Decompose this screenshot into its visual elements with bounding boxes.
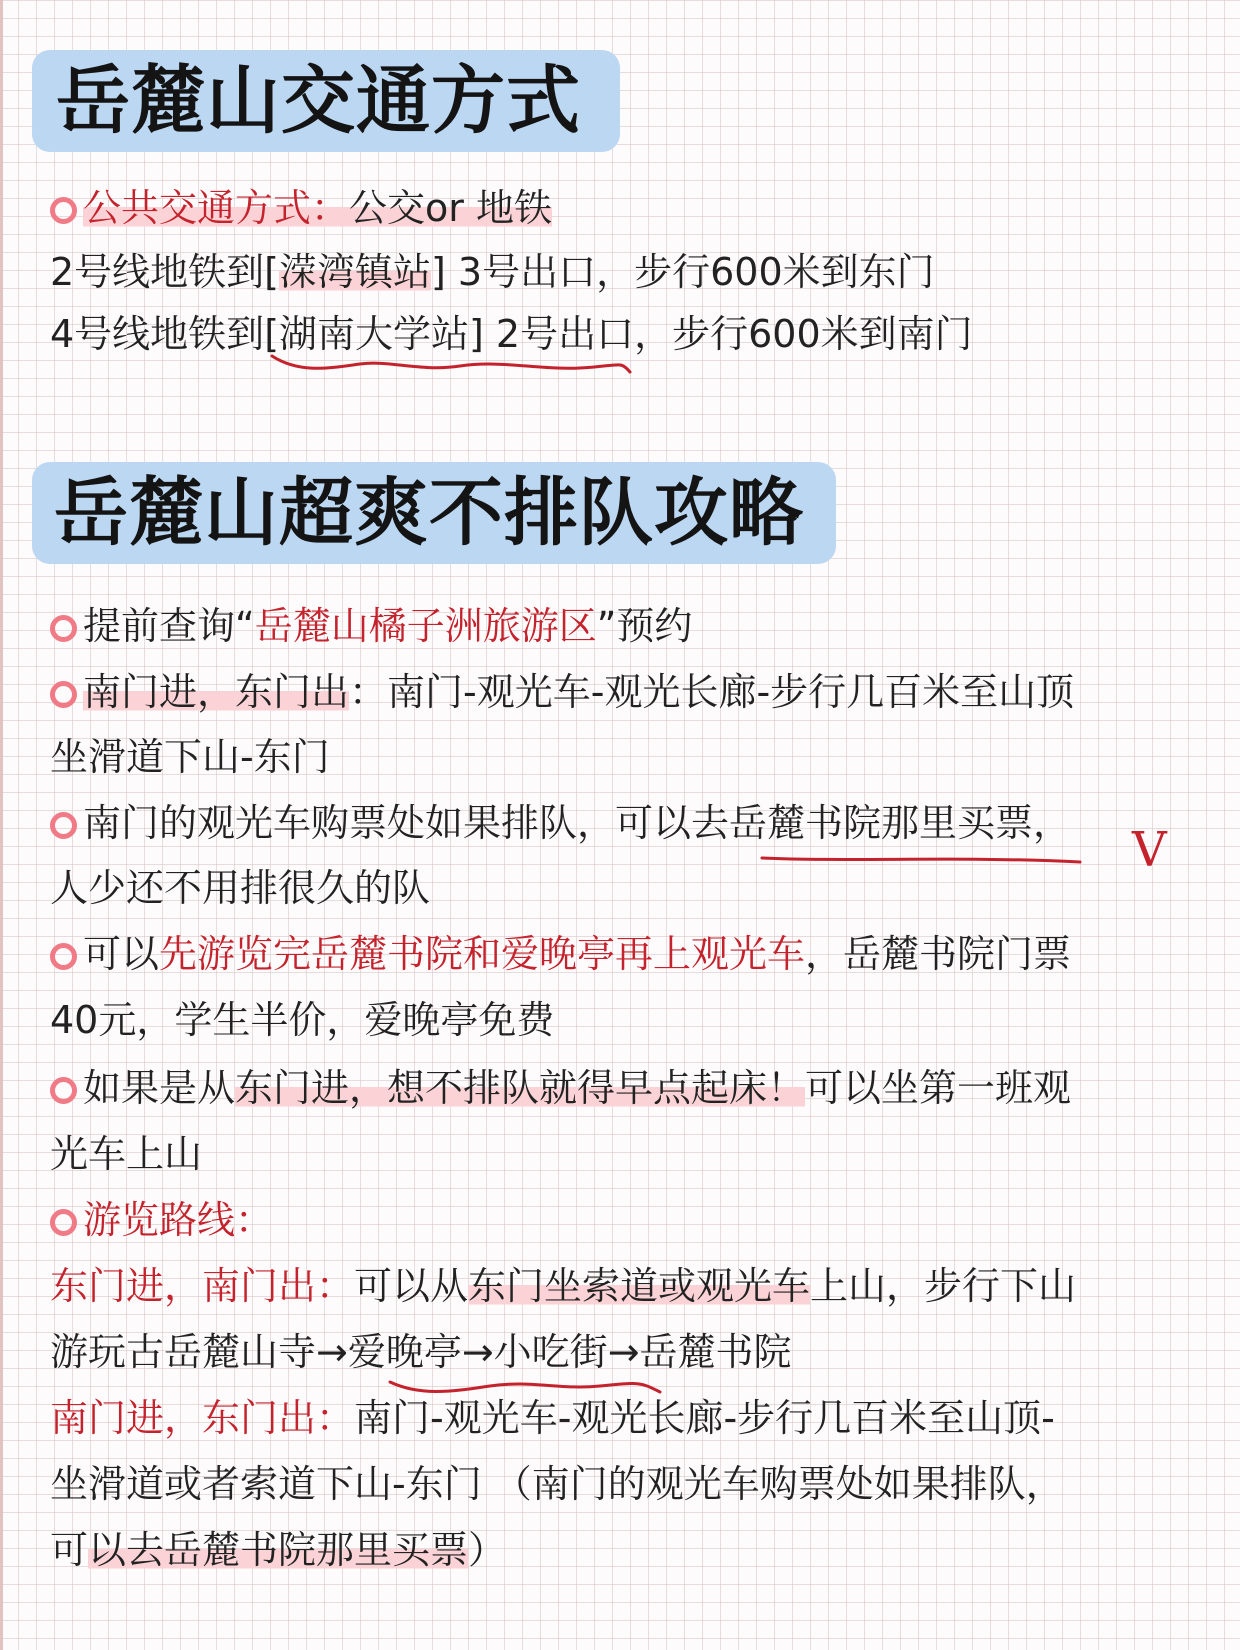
tip-east-gate — [50, 1058, 1071, 1118]
underlined-text: 去岳麓书院那里买票 — [691, 801, 1034, 845]
text: 光车上山 — [50, 1132, 203, 1176]
text: ”预约 — [596, 604, 693, 648]
circle-bullet-icon — [50, 197, 77, 224]
text: 坐滑道或者索道下山-东门 （南门的观光车购票处如果排队， — [50, 1462, 1064, 1506]
text: 人少还不用排很久的队 — [50, 866, 431, 910]
tip-south-in-east-out-cont — [50, 727, 330, 787]
tip-visit-first — [50, 924, 1071, 984]
route-south-in-cont2 — [50, 1520, 506, 1580]
text: ，步行600米到南门 — [634, 312, 973, 356]
tip-east-gate-cont — [50, 1124, 202, 1184]
straight-underline — [762, 858, 1080, 862]
metro-line-2 — [50, 242, 935, 302]
text: 40元，学生半价，爱晚亭免费 — [50, 998, 555, 1042]
circle-bullet-icon — [50, 615, 77, 642]
scenic-area-name: 岳麓山橘子洲旅游区 — [254, 604, 597, 648]
route-south-in-cont — [50, 1454, 1064, 1514]
underlined-text: 爱晚亭→小吃街 — [347, 1330, 608, 1374]
tip-reserve — [50, 596, 692, 656]
text: 游玩古岳麓山寺→ — [50, 1330, 348, 1374]
tip-ticket-office — [50, 793, 1071, 853]
route-south-in — [50, 1388, 1055, 1448]
text: 可以 — [83, 932, 160, 976]
route-east-in-cont — [50, 1322, 792, 1382]
text: 南门-观光车-观光长廊-步行几百米至山顶- — [354, 1396, 1055, 1440]
text: 如果是从 — [83, 1066, 236, 1110]
margin-rule — [0, 0, 3, 1650]
highlight-text: 南门进，东门出 — [83, 670, 350, 714]
circle-bullet-icon — [50, 943, 77, 970]
text: 可 — [50, 1528, 89, 1572]
section-title-transport: 岳麓山交通方式 — [32, 50, 620, 152]
route-label: 南门进，东门出： — [50, 1396, 355, 1440]
highlight-text: 以去岳麓书院那里买票 — [88, 1528, 469, 1572]
text: →岳麓书院 — [607, 1330, 792, 1374]
transport-bullet — [50, 178, 552, 238]
text: ：南门-观光车-观光长廊-步行几百米至山顶 — [349, 670, 1075, 714]
text: ，岳麓书院门票 — [805, 932, 1072, 976]
check-mark: V — [1132, 822, 1167, 878]
text: ） — [468, 1528, 507, 1572]
route-east-in — [50, 1256, 1076, 1316]
station-name: 溁湾镇站 — [279, 250, 432, 294]
text: ] 3号出口，步行600米到东门 — [431, 250, 935, 294]
text: 4号线地铁到 — [50, 312, 265, 356]
circle-bullet-icon — [50, 1209, 77, 1236]
station-name: [湖南大学站] 2号出口 — [264, 312, 635, 356]
text: 2号线地铁到[ — [50, 250, 280, 294]
text: 南门的观光车购票处如果排队，可以 — [83, 801, 692, 845]
bullet-value: 公交or 地铁 — [349, 186, 552, 230]
tip-ticket-office-cont — [50, 858, 430, 918]
bullet-label: 公共交通方式： — [83, 186, 350, 230]
circle-bullet-icon — [50, 812, 77, 839]
text: 坐滑道下山-东门 — [50, 735, 330, 779]
text: 提前查询“ — [83, 604, 255, 648]
tip-visit-first-cont — [50, 990, 554, 1050]
highlight-text: 东门进，想不排队就得早点起床！ — [235, 1066, 806, 1110]
text: 可以坐第一班观 — [805, 1066, 1072, 1110]
circle-bullet-icon — [50, 1077, 77, 1104]
section-title-no-queue: 岳麓山超爽不排队攻略 — [32, 462, 836, 564]
metro-line-4 — [50, 304, 973, 364]
tour-route-heading — [50, 1190, 273, 1250]
tip-south-in-east-out — [50, 662, 1074, 722]
route-label: 东门进，南门出： — [50, 1264, 355, 1308]
circle-bullet-icon — [50, 681, 77, 708]
text: 上山，步行下山 — [810, 1264, 1077, 1308]
route-label: 游览路线： — [83, 1198, 274, 1242]
highlight-text: 东门坐索道或观光车 — [468, 1264, 811, 1308]
red-text: 先游览完岳麓书院和爱晚亭再上观光车 — [159, 932, 806, 976]
text: 可以从 — [354, 1264, 469, 1308]
text: ， — [1033, 801, 1072, 845]
